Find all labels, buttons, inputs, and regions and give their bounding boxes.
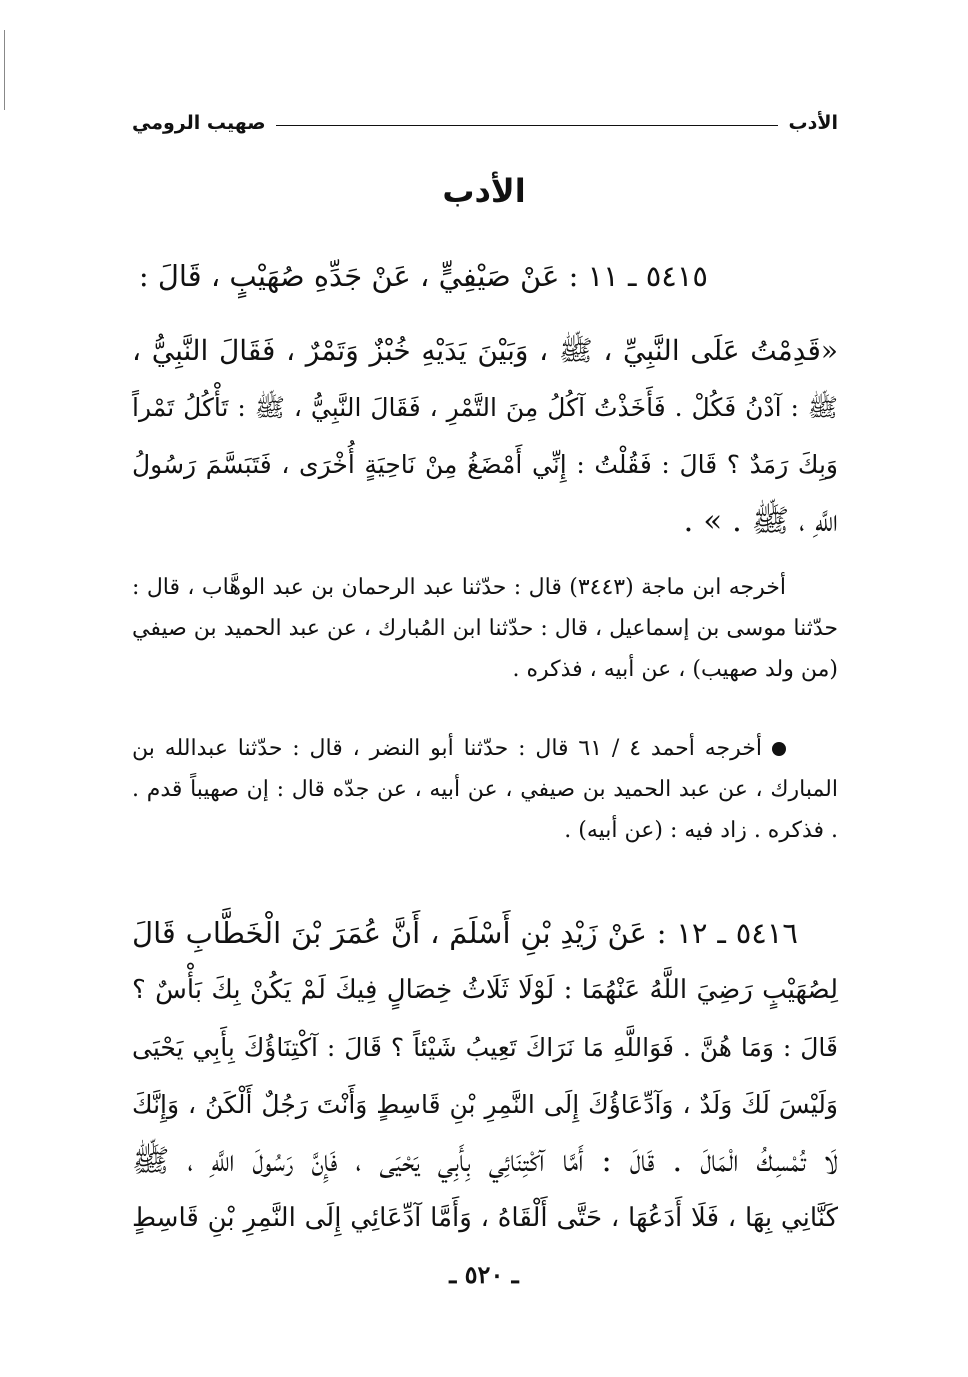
hadith-5416-line-6: كَنَّانِي بِهَا ، فَلَا أَدَعُهَا ، حَتَّى أَلْقَاهُ ، وَأَمَّا آدِّعَائِي إِلَى النَّمِرِ بْنِ قَاسِطٍ (132, 1203, 838, 1233)
page-number: ـ ٥٢٠ ـ (449, 1260, 519, 1289)
hadith-5415-line-2: ﷺ : آدْنُ فَكُلْ . فَأَخَذْتُ آكُلُ مِنَ التَّمْرِ ، فَقَالَ النَّبِيُّ ، ﷺ : تَأْكُلُ تَمْراً (132, 393, 838, 422)
takhrij-ahmad-text: أخرجه أحمد ٤ / ٦١ قال : حدّثنا أبو النضر ، قال : حدّثنا عبدالله بن المبارك ، عن عبد الحميد بن صيفي ، عن أبيه ، عن جدّه قال : إن صهيباً قدم . . فذكره . زاد فيه : (عن أبيه) . (132, 736, 838, 843)
bullet-icon (772, 742, 786, 756)
running-header-book: صهيب الرومي (132, 112, 266, 134)
hadith-5415-text (132, 322, 838, 550)
takhrij-ibn-majah-text: أخرجه ابن ماجة (٣٤٤٣) قال : حدّثنا عبد الرحمان بن عبد الوهَّاب ، قال : حدّثنا موسى بن إسماعيل ، قال : حدّثنا ابن المُبارك ، عن عبد الحميد بن صيفي (من ولد صهيب) ، عن أبيه ، فذكره . (132, 575, 838, 682)
hadith-5416 (132, 905, 838, 1247)
hadith-5416-line-5: لَا تُمْسِكُ الْمَالَ . قَالَ : أَمَّا آكْتِنَائِي بِأَبِي يَحْيَى ، فَإِنَّ رَسُولَ اللَّهِ ، ﷺ (132, 1143, 838, 1179)
chapter-title: الأدب (442, 172, 526, 210)
hadith-5416-line-1: ٥٤١٦ ـ ١٢ : عَنْ زَيْدِ بْنِ أَسْلَمَ ، أَنَّ عُمَرَ بْنَ الْخَطَّابِ قَالَ (132, 916, 798, 950)
running-header-rule (276, 125, 779, 126)
hadith-5416-line-3: قَالَ : وَمَا هُنَّ . فَوَاللَّهِ مَا نَرَاكَ تَعِيبُ شَيْئاً ؟ قَالَ : آكْتِنَاؤُكَ بِأَبِي يَحْيَى (132, 1033, 838, 1062)
running-header-chapter: الأدب (788, 112, 838, 134)
hadith-5415-intro: ٥٤١٥ ـ ١١ : عَنْ صَيْفِيٍّ ، عَنْ جَدِّهِ صُهَيْبٍ ، قَالَ : (138, 259, 708, 293)
takhrij-ahmad (132, 728, 838, 851)
hadith-5415-line-3: وَبِكَ رَمَدٌ ؟ قَالَ : فَقُلْتُ : إِنِّي أَمْضَغُ مِنْ نَاحِيَةٍ أُخْرَى ، فَتَبَسَّمَ رَسُولُ (132, 450, 838, 479)
running-header (132, 108, 838, 138)
hadith-5416-line-2: لِصُهَيْبٍ رَضِيَ اللَّهُ عَنْهُمَا : لَوْلَا ثَلَاثُ خِصَالٍ فِيكَ لَمْ يَكُنْ بِكَ بَأْسٌ ؟ (132, 975, 838, 1005)
hadith-5415 (132, 248, 838, 305)
takhrij-ibn-majah (132, 567, 838, 690)
hadith-5415-line-4: اللَّهِ ، ﷺ . » . (683, 503, 838, 539)
scan-edge-mark (4, 30, 5, 110)
hadith-5415-line-1: «قَدِمْتُ عَلَى النَّبِيِّ ، ﷺ ، وَبَيْنَ يَدَيْهِ خُبْزٌ وَتَمْرٌ ، فَقَالَ النَّبِيُّ ، (132, 334, 838, 367)
hadith-5416-line-4: وَلَيْسَ لَكَ وَلَدٌ ، وَآدِّعَاؤُكَ إِلَى النَّمِرِ بْنِ قَاسِطٍ وَأَنْتَ رَجُلٌ أَلْكَنُ ، وَإِنَّكَ (132, 1090, 838, 1119)
